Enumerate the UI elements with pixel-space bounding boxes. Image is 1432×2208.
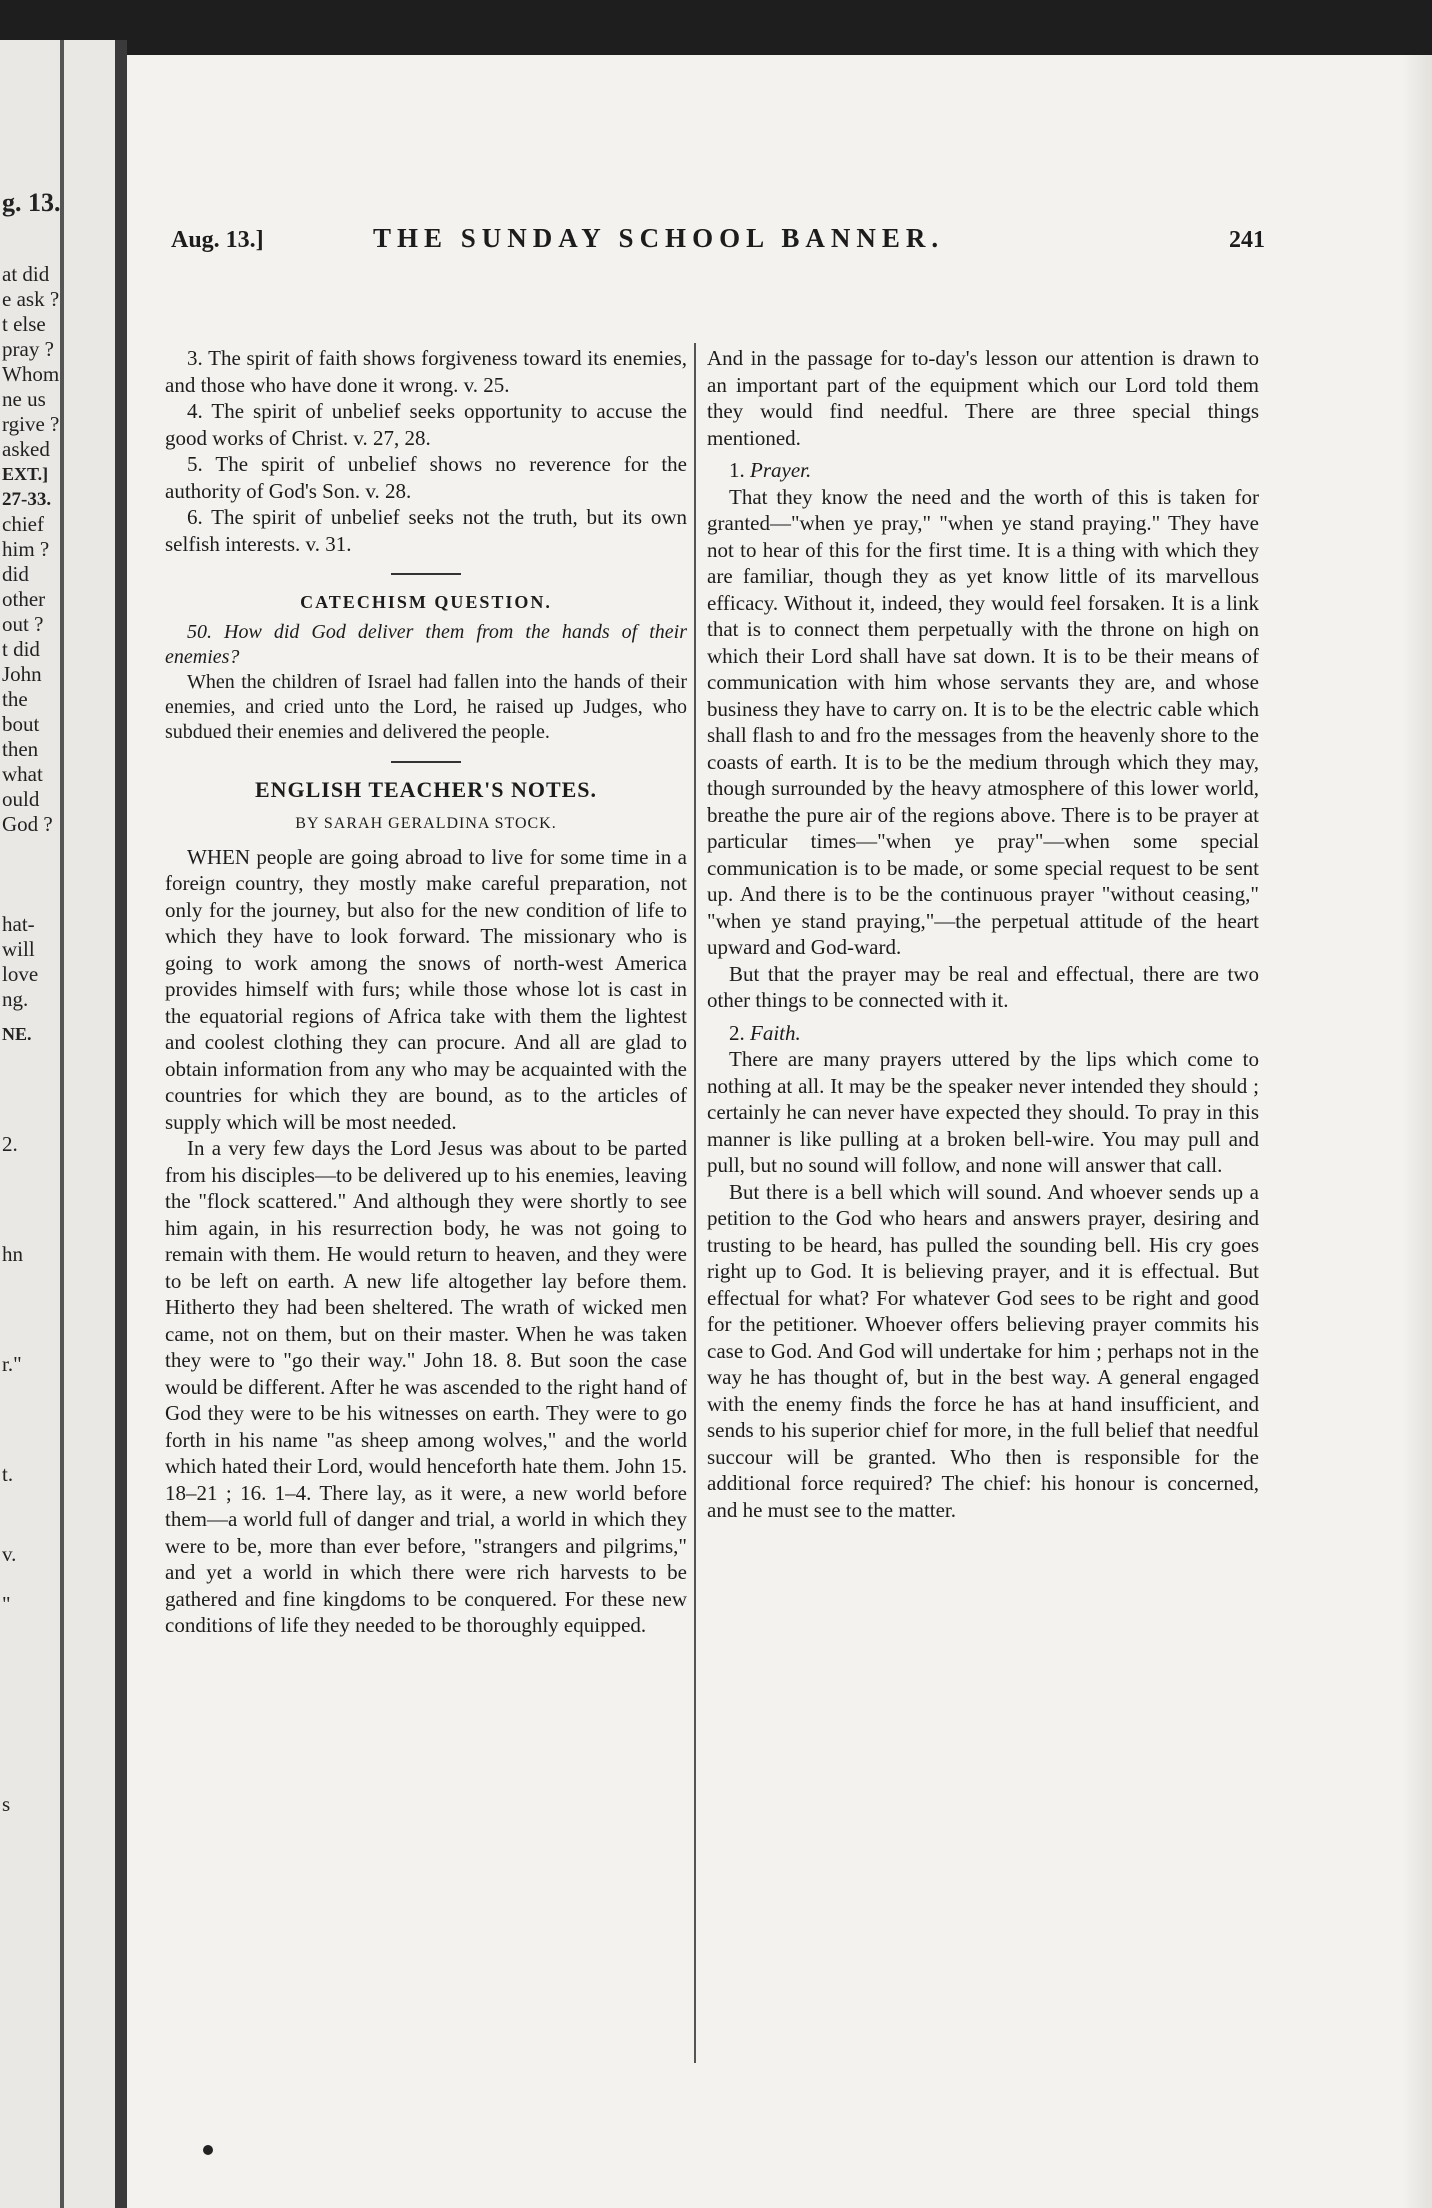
left-fragment: did [2, 562, 29, 586]
left-fragment: EXT.] [2, 464, 49, 484]
lesson-point: 6. The spirit of unbelief seeks not the truth, but its own selfish interests. v. 31. [165, 505, 687, 556]
body-paragraph: That they know the need and the worth of this is taken for granted—"when ye pray," "when ye stand praying." They have not to hear of this for the first time. It is a thing with which they are familiar, though they as yet know little of its marvellous efficacy. Without it, indeed, they would feel forsaken. It is a link that is to connect them perpetually with the throne on high on which their Lord shall have sat down. It is to be their means of communication with him whose servants they are, and whose business they have to carry on. It is to be the electric cable which shall flash to and fro the messages from the heavenly shore to the coasts of earth. It is to be the medium through which they may, though surrounded by the heavy atmosphere of this lower world, breathe the pure air of the regions above. There is to be prayer at particular times—"when ye pray"—when some special communication is to be made, or some special request to be sent up. And there is to be the continuous prayer "without ceasing," "when ye stand praying,"—the perpetual attitude of the heart upward and God-ward. [707, 484, 1259, 959]
subheading-prayer [707, 457, 1259, 484]
left-fragment: love [2, 962, 39, 986]
left-fragment: s [2, 1792, 11, 1816]
subheading-title: Prayer. [750, 458, 812, 482]
left-fragment: ne us [2, 387, 46, 411]
subheading-number: 2. [729, 1020, 745, 1045]
left-fragment: ould [2, 787, 40, 811]
left-fragment: the [2, 687, 28, 711]
left-fragment: him ? [2, 537, 50, 561]
notes-heading: ENGLISH TEACHER'S NOTES. [254, 776, 598, 802]
left-fragment: v. [2, 1542, 17, 1566]
left-fragment: hat- [2, 912, 35, 936]
left-fragment: Whom [2, 362, 60, 386]
subheading-faith [707, 1020, 1259, 1047]
body-paragraph: In a very few days the Lord Jesus was about to be parted from his disciples—to be delivered up to his enemies, leaving the "flock scattered." And although they were shortly to see him again, in his resurrection body, he was not going to remain with them. He would return to heaven, and they were to be left on earth. A new life altogether lay before them. Hitherto they had been sheltered. The wrath of wicked men came, not on them, but on their master. When he was taken they were to "go their way." John 18. 8. But soon the case would be different. After he was ascended to the right hand of God they were to be his witnesses on earth. They were to go forth in his name "as sheep among wolves," and the world which hated their Lord, would henceforth hate them. John 15. 18–21 ; 16. 1–4. There lay, as it were, a new world before them—a world full of danger and trial, a world in which they were to be, more than ever before, "strangers and pilgrims," and yet a world in which there were rich harvests to be gathered and fine kingdoms to be conquered. For these new conditions of life they needed to be thoroughly equipped. [165, 1136, 687, 1637]
left-fragment: g. 13. [2, 188, 61, 217]
page-edge-shadow [1402, 55, 1432, 2208]
subheading-title: Faith. [750, 1020, 801, 1045]
left-fragment: what [2, 762, 43, 786]
left-fragment: will [2, 937, 35, 961]
subheading-number: 1. [729, 458, 745, 482]
running-head [171, 223, 1331, 263]
left-fragment: pray ? [2, 337, 54, 361]
ink-spot [203, 2145, 213, 2155]
book-gutter [115, 40, 127, 2208]
left-fragment: ng. [2, 987, 29, 1011]
catechism-answer: When the children of Israel had fallen into the hands of their enemies, and cried unto the Lord, he raised up Judges, who subdued their enemies and delivered the people. [165, 670, 687, 743]
left-fragment: at did [2, 262, 50, 286]
left-fragment: bout [2, 712, 40, 736]
page-fold-line [60, 40, 64, 2208]
left-fragment: other [2, 587, 46, 611]
left-fragment: t. [2, 1462, 14, 1486]
body-paragraph: There are many prayers uttered by the lips which come to nothing at all. It may be the speaker never intended they should ; certainly he can never have expected they should. To pray in this manner is like pulling at a broken bell-wire. You may pull and pull, but no sound will follow, and none will answer that call. [707, 1047, 1259, 1177]
catechism-heading: CATECHISM QUESTION. [300, 592, 552, 612]
left-fragment: t else [2, 312, 46, 336]
lesson-point: 4. The spirit of unbelief seeks opportunity to accuse the good works of Christ. v. 27, 28. [165, 399, 687, 450]
left-fragment: NE. [2, 1024, 32, 1044]
left-column [165, 345, 687, 1639]
catechism-question: 50. How did God deliver them from the hands of their enemies? [165, 620, 687, 668]
main-page [127, 55, 1432, 2208]
left-fragment: rgive ? [2, 412, 60, 436]
left-fragment: then [2, 737, 39, 761]
left-fragment: r." [2, 1352, 22, 1376]
left-fragment: asked [2, 437, 50, 461]
left-fragment: out ? [2, 612, 44, 636]
scan-top-shadow [0, 0, 1432, 62]
page-number: 241 [1229, 227, 1265, 253]
right-column [707, 345, 1259, 1523]
body-paragraph: But that the prayer may be real and effectual, there are two other things to be connected with it. [707, 961, 1259, 1012]
body-paragraph: WHEN people are going abroad to live for some time in a foreign country, they mostly make careful preparation, not only for the journey, but also for the new condition of life to which they have to look forward. The missionary who is going to work among the snows of north-west America provides himself with furs; while those whose lot is cast in the equatorial regions of Africa take with them the lightest and coolest clothing they can procure. And all are glad to obtain information from any who may be acquainted with the countries for which they are bound, as to the articles of supply which will be most needed. [165, 844, 687, 1134]
notes-byline: BY SARAH GERALDINA STOCK. [295, 815, 557, 832]
lesson-point: 3. The spirit of faith shows forgiveness toward its enemies, and those who have done it wrong. v. 25. [165, 346, 687, 397]
left-facing-page [0, 40, 115, 2208]
running-head-title: THE SUNDAY SCHOOL BANNER. [373, 223, 945, 253]
left-fragment: 27-33. [2, 489, 52, 510]
body-paragraph: But there is a bell which will sound. And whoever sends up a petition to the God who hears and answers prayer, desiring and trusting to be heard, has pulled the sounding bell. His cry goes right up to God. It is believing prayer, and it is effectual. But effectual for what? For whatever God sees to be right and good for the petitioner. Whoever offers believing prayer commits his case to God. And God will undertake for him ; perhaps not in the way he has thought of, but in the best way. A general engaged with the enemy finds the force he has at hand insufficient, and sends to his superior chief for more, in the full belief that needful succour will be granted. Who then is responsible for the additional force required? The chief: his honour is concerned, and he must see to the matter. [707, 1179, 1259, 1522]
left-fragment: God ? [2, 812, 53, 836]
left-fragment: chief [2, 512, 44, 536]
section-divider [391, 761, 461, 763]
lesson-point: 5. The spirit of unbelief shows no reverence for the authority of God's Son. v. 28. [165, 452, 687, 503]
left-fragment: 2. [2, 1132, 18, 1156]
body-paragraph: And in the passage for to-day's lesson our attention is drawn to an important part of the equipment which our Lord told them they would find needful. There are three special things mentioned. [707, 346, 1259, 450]
left-fragment: t did [2, 637, 40, 661]
column-rule [694, 343, 696, 2063]
left-fragment: hn [2, 1242, 23, 1266]
section-divider [391, 573, 461, 575]
left-fragment: e ask ? [2, 287, 60, 311]
left-fragment: " [2, 1592, 11, 1616]
running-head-date: Aug. 13.] [171, 227, 264, 253]
left-fragment: John [2, 662, 42, 686]
